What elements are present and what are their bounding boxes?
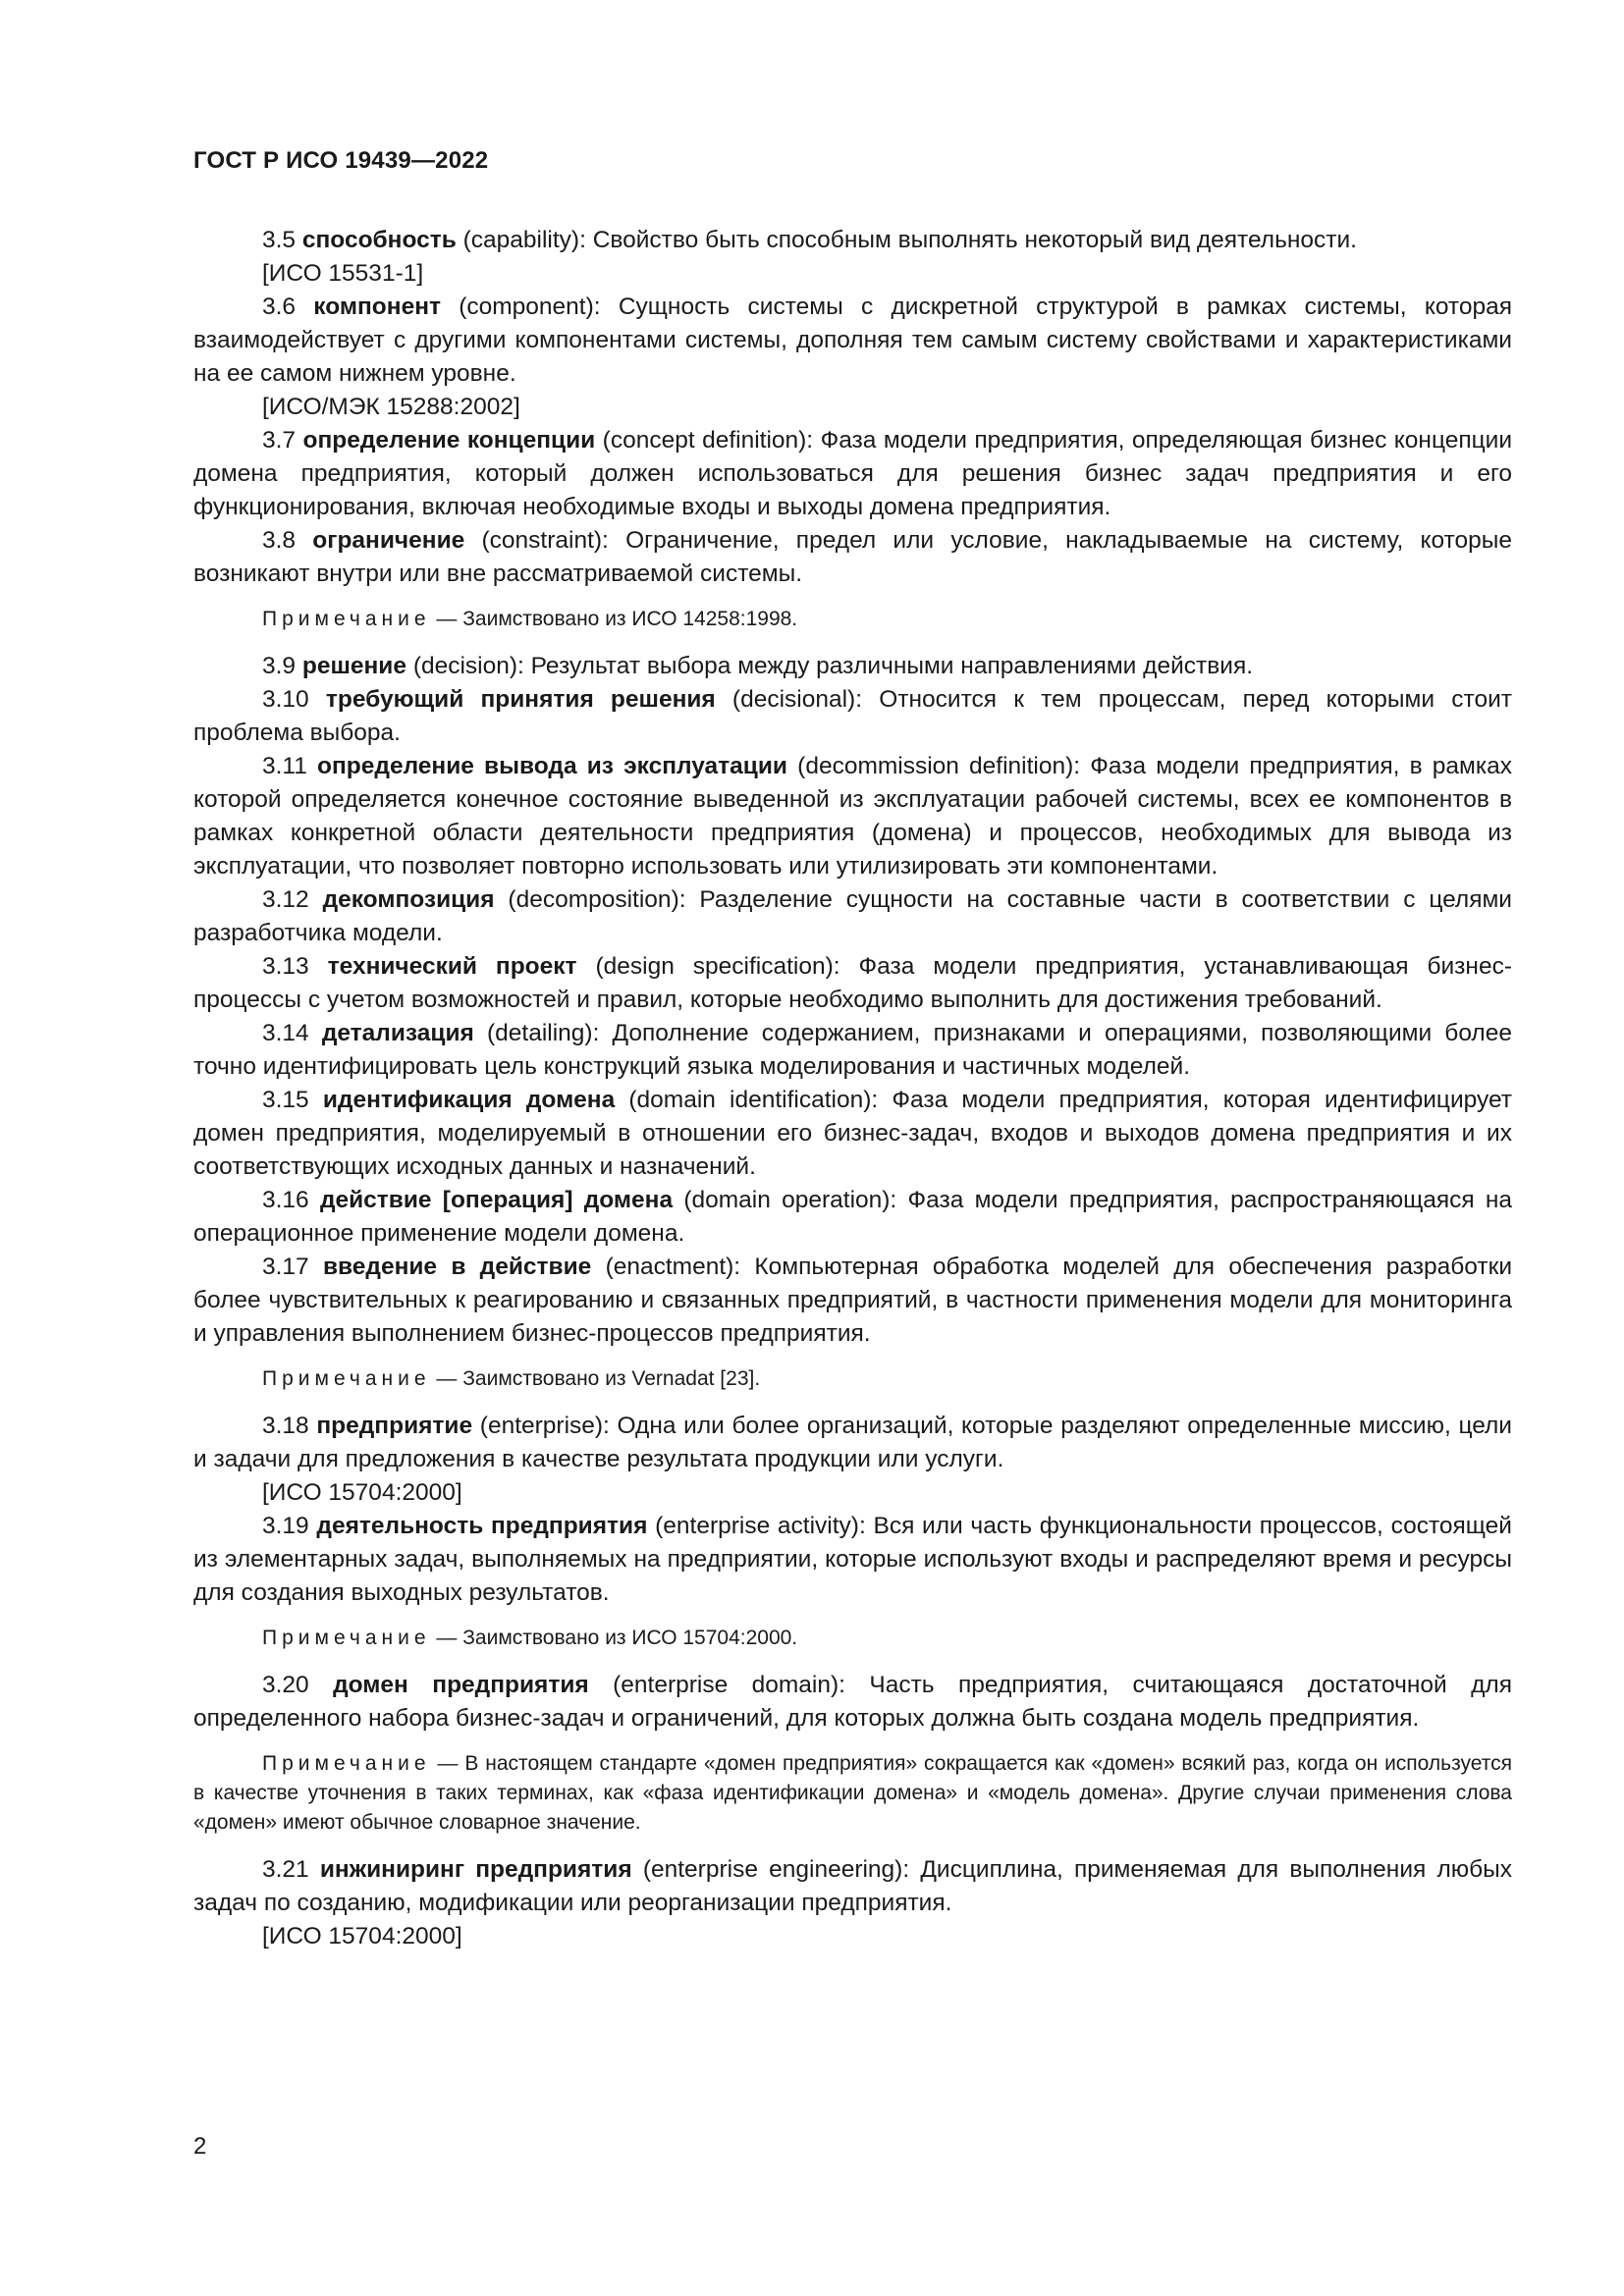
term-name: введение в действие [322,1254,592,1280]
note-text: — В настоящем стандарте «домен предприятия» сокращается как «домен» всякий раз, когда он используется в качестве уточнения в таких терминах, как «фаза идентификации домена» и «модель домена». Другие случаи применения слова «домен» имеют обычное словарное значение. [193,1752,1512,1834]
term-entry [193,1084,1512,1184]
term-english: (constraint): [481,527,609,554]
term-english: (decommission definition): [797,753,1081,779]
term-name: предприятие [316,1413,473,1439]
term-english: (detailing): [486,1020,600,1046]
term-definition: Фаза модели предприятия, определяющая бизнес концепции домена предприятия, который должен использоваться для решения бизнес задач предприятия и его функционирования, включая необходимые входы и выходы домена предприятия. [193,427,1513,520]
note-text: — Заимствовано из ИСО 14258:1998. [436,608,798,630]
term-name: определение вывода из эксплуатации [317,753,787,779]
term-definition: Компьютерная обработка моделей для обеспечения разработки более чувствительных к реагированию и связанных предприятий, в частности применения модели для мониторинга и управления выполнением бизнес-процессов предприятия. [193,1254,1513,1347]
term-number: 3.14 [262,1020,309,1046]
term-note [193,605,1512,634]
term-definition: Фаза модели предприятия, устанавливающая бизнес-процессы с учетом возможностей и правил, которые необходимо выполнить для достижения требований. [193,953,1512,1013]
term-name: идентификация домена [322,1087,616,1113]
term-definition: Вся или часть функциональности процессов, состоящей из элементарных задач, выполняемых на предприятии, которые используют входы и распределяют время и ресурсы для создания выходных результатов. [193,1513,1512,1606]
term-english: (design specification): [595,953,840,980]
term-reference: [ИСО 15531-1] [262,260,424,287]
term-name: домен предприятия [333,1672,589,1698]
term-reference: [ИСО 15704:2000] [262,1479,462,1506]
term-definition: Фаза модели предприятия, в рамках которой определяется конечное состояние выведенной из эксплуатации рабочей системы, всех ее компонентов в рамках конкретной области деятельности предприятия (домена) и процессов, необходимых для вывода из эксплуатации, что позволяет повторно использовать или утилизировать эти компонентами. [193,753,1513,880]
term-reference: [ИСО/МЭК 15288:2002] [262,394,520,420]
terms-list [193,224,1512,1953]
note-label: Примечание [262,1752,431,1775]
term-entry [193,291,1512,391]
term-number: 3.12 [262,886,309,913]
term-entry [193,1853,1512,1920]
term-entry [193,424,1512,524]
term-number: 3.17 [262,1254,309,1280]
term-entry [193,524,1512,591]
term-definition: Одна или более организаций, которые разделяют определенные миссию, цели и задачи для предложения в качестве результата продукции или услуги. [193,1413,1512,1472]
term-number: 3.13 [262,953,309,980]
term-definition: Фаза модели предприятия, распространяющаяся на операционное применение модели домена. [193,1187,1513,1247]
term-entry [193,950,1512,1017]
term-number: 3.21 [262,1856,309,1883]
term-definition: Часть предприятия, считающаяся достаточной для определенного набора бизнес-задач и ограничений, для которых должна быть создана модель предприятия. [193,1672,1512,1732]
term-name: компонент [313,294,441,320]
note-text: — Заимствовано из Vernadat [23]. [436,1367,761,1390]
term-number: 3.19 [262,1513,309,1539]
term-number: 3.18 [262,1413,309,1439]
term-definition: Свойство быть способным выполнять некоторый вид деятельности. [592,227,1357,253]
term-name: инжиниринг предприятия [319,1856,632,1883]
term-name: декомпозиция [322,886,495,913]
term-english: (domain operation): [683,1187,897,1213]
term-reference: [ИСО 15704:2000] [262,1923,462,1949]
term-number: 3.7 [262,427,297,454]
term-definition: Результат выбора между различными направлениями действия. [530,653,1254,679]
term-entry [193,1669,1512,1735]
term-name: требующий принятия решения [325,686,716,713]
term-entry [193,650,1512,683]
term-entry [193,750,1512,883]
term-english: (decisional): [731,686,863,713]
term-english: (enterprise domain): [613,1672,845,1698]
term-number: 3.20 [262,1672,309,1698]
term-number: 3.8 [262,527,297,554]
term-entry [193,883,1512,950]
note-label: Примечание [262,1627,431,1649]
term-number: 3.11 [262,753,307,779]
note-label: Примечание [262,1367,431,1390]
term-name: определение концепции [302,427,596,454]
term-number: 3.9 [262,653,297,679]
term-name: деятельность предприятия [316,1513,648,1539]
term-english: (decision): [412,653,524,679]
term-name: технический проект [327,953,577,980]
term-entry [193,1017,1512,1084]
term-note [193,1364,1512,1394]
term-english: (enterprise): [479,1413,610,1439]
term-note [193,1749,1512,1838]
term-name: ограничение [312,527,465,554]
note-label: Примечание [262,608,431,630]
term-english: (decomposition): [508,886,686,913]
term-number: 3.6 [262,294,297,320]
term-english: (enterprise engineering): [642,1856,910,1883]
term-name: решение [301,653,406,679]
term-english: (enactment): [605,1254,741,1280]
term-number: 3.16 [262,1187,309,1213]
term-english: (enterprise activity): [655,1513,866,1539]
term-entry [193,1251,1512,1351]
term-english: (concept definition): [602,427,814,454]
term-definition: Сущность системы с дискретной структурой в рамках системы, которая взаимодействует с другими компонентами системы, дополняя тем самым систему свойствами и характеристиками на ее самом нижнем уровне. [193,294,1512,387]
term-number: 3.15 [262,1087,309,1113]
term-number: 3.5 [262,227,297,253]
term-note [193,1624,1512,1653]
term-entry [193,1510,1512,1610]
term-entry [193,1410,1512,1476]
term-number: 3.10 [262,686,309,713]
term-name: действие [операция] домена [319,1187,674,1213]
term-name: детализация [321,1020,474,1046]
term-definition: Относится к тем процессам, перед которыми стоит проблема выбора. [193,686,1512,746]
term-definition: Фаза модели предприятия, которая идентифицирует домен предприятия, моделируемый в отношении его бизнес-задач, входов и выходов домена предприятия и их соответствующих исходных данных и назначений. [193,1087,1513,1180]
term-english: (component): [459,294,601,320]
term-entry [193,683,1512,750]
term-definition: Ограничение, предел или условие, накладываемые на систему, которые возникают внутри или вне рассматриваемой системы. [193,527,1512,587]
term-definition: Дисциплина, применяемая для выполнения любых задач по созданию, модификации или реорганизации предприятия. [193,1856,1513,1916]
term-name: способность [301,227,457,253]
page-number: 2 [193,2133,207,2160]
note-text: — Заимствовано из ИСО 15704:2000. [436,1627,798,1649]
term-definition: Дополнение содержанием, признаками и операциями, позволяющими более точно идентифицировать цель конструкций языка моделирования и частичных моделей. [193,1020,1512,1080]
document-header: ГОСТ Р ИСО 19439—2022 [193,147,489,174]
term-entry [193,224,1512,257]
term-english: (capability): [462,227,586,253]
term-definition: Разделение сущности на составные части в соответствии с целями разработчика модели. [193,886,1512,946]
term-entry [193,1184,1512,1251]
term-english: (domain identification): [628,1087,879,1113]
